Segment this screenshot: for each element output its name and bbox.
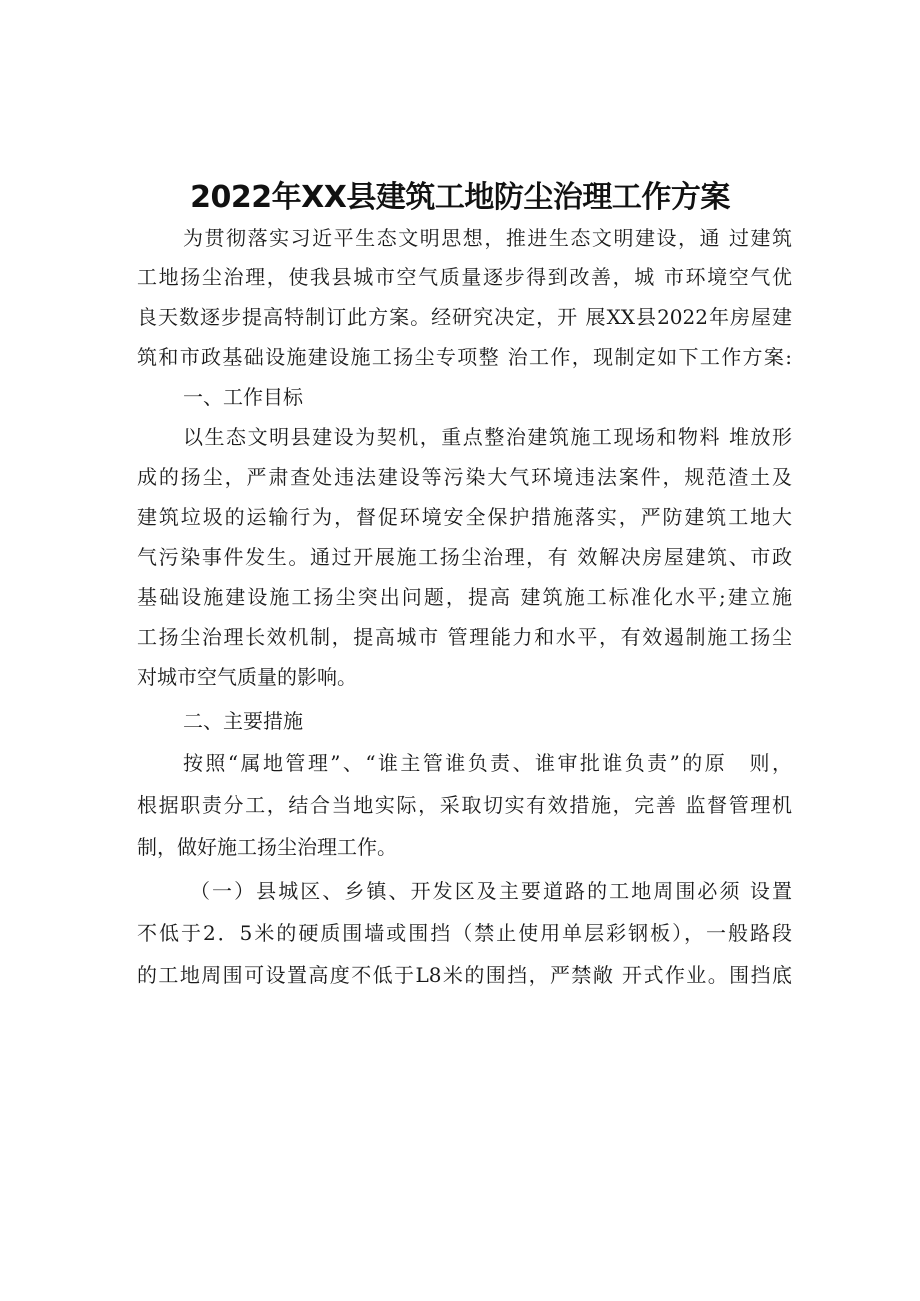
section-heading-goals: 一、工作目标 <box>183 385 303 409</box>
paragraph-line: 对城市空气质量的影响。 <box>137 665 357 689</box>
paragraph-line: 不低于2．5米的硬质围墙或围挡（禁止使用单层彩钢板），一般路段 <box>137 921 792 945</box>
document-title: 2022年XX县建筑工地防尘治理工作方案 <box>190 180 730 215</box>
paragraph-line: 工地扬尘治理，使我县城市空气质量逐步得到改善，城 市环境空气优 <box>137 265 792 289</box>
paragraph-line: 成的扬尘，严肃查处违法建设等污染大气环境违法案件，规范渣土及 <box>137 465 792 489</box>
paragraph-line: 气污染事件发生。通过开展施工扬尘治理，有 效解决房屋建筑、市政 <box>137 545 792 569</box>
paragraph-line: 按照“属地管理”、“谁主管谁负责、谁审批谁负责”的原 则， <box>183 751 792 775</box>
paragraph-line: 的工地周围可设置高度不低于L8米的围挡，严禁敞 开式作业。围挡底 <box>137 963 792 987</box>
section-heading-measures: 二、主要措施 <box>183 709 303 733</box>
paragraph-line: 建筑垃圾的运输行为，督促环境安全保护措施落实，严防建筑工地大 <box>137 505 792 529</box>
paragraph-line: 根据职责分工，结合当地实际，采取切实有效措施，完善 监督管理机 <box>137 793 792 817</box>
paragraph-line: 制，做好施工扬尘治理工作。 <box>137 835 397 859</box>
paragraph-line: 以生态文明县建设为契机，重点整治建筑施工现场和物料 堆放形 <box>183 425 792 449</box>
paragraph-line: （一）县城区、乡镇、开发区及主要道路的工地周围必须 设置 <box>190 879 792 903</box>
paragraph-line: 工扬尘治理长效机制，提高城市 管理能力和水平，有效遏制施工扬尘 <box>137 625 792 649</box>
paragraph-line: 良天数逐步提高特制订此方案。经研究决定，开 展XX县2022年房屋建 <box>137 305 792 329</box>
paragraph-line: 基础设施建设施工扬尘突出问题，提高 建筑施工标准化水平;建立施 <box>137 585 792 609</box>
paragraph-line: 为贯彻落实习近平生态文明思想，推进生态文明建设，通 过建筑 <box>183 226 792 250</box>
paragraph-line: 筑和市政基础设施建设施工扬尘专项整 治工作，现制定如下工作方案: <box>137 345 792 369</box>
